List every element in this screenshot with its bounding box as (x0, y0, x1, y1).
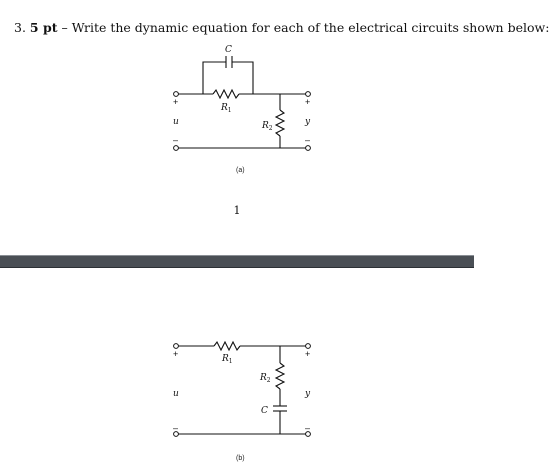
label-a-in-plus: + (173, 97, 179, 107)
resistor-r1 (214, 342, 240, 350)
label-a-output: y (305, 117, 311, 127)
caption-b: (b) (236, 455, 245, 462)
label-a-in-minus: – (173, 135, 179, 145)
label-a-out-plus: + (305, 97, 311, 107)
document-page-2 (0, 268, 474, 466)
label-b-in-minus: – (173, 423, 179, 433)
resistor-r2 (276, 363, 284, 389)
label-a-input: u (173, 117, 179, 127)
label-a-out-minus: – (305, 135, 311, 145)
label-a-r1: $R_1$ (221, 103, 232, 114)
label-b-capacitor: C (261, 406, 268, 416)
resistor-r2 (276, 110, 284, 136)
label-a-r2: $R_2$ (262, 121, 273, 132)
terminal-a-out-plus (306, 92, 311, 97)
label-b-out-plus: + (305, 349, 311, 359)
circuit-b-diagram (0, 268, 474, 466)
terminal-b-in-plus (174, 344, 179, 349)
page-number: 1 (233, 204, 241, 217)
terminal-a-in-plus (174, 92, 179, 97)
label-b-r1: $R_1$ (222, 354, 233, 365)
label-b-out-minus: – (305, 423, 311, 433)
label-b-output: y (305, 389, 311, 399)
page-divider (0, 255, 474, 268)
label-b-r2: $R_2$ (260, 373, 271, 384)
terminal-b-out-plus (306, 344, 311, 349)
caption-a: (a) (236, 167, 245, 174)
label-b-input: u (173, 389, 179, 399)
question-points: 5 pt (29, 20, 58, 35)
circuit-a-diagram (0, 0, 474, 180)
label-b-in-plus: + (173, 349, 179, 359)
resistor-r1 (213, 90, 239, 98)
terminal-a-out-minus (306, 146, 311, 151)
question-number: 3. (14, 20, 26, 35)
question-body: – Write the dynamic equation for each of the electrical circuits shown below: (57, 20, 549, 35)
terminal-a-in-minus (174, 146, 179, 151)
label-a-capacitor: C (225, 45, 232, 55)
